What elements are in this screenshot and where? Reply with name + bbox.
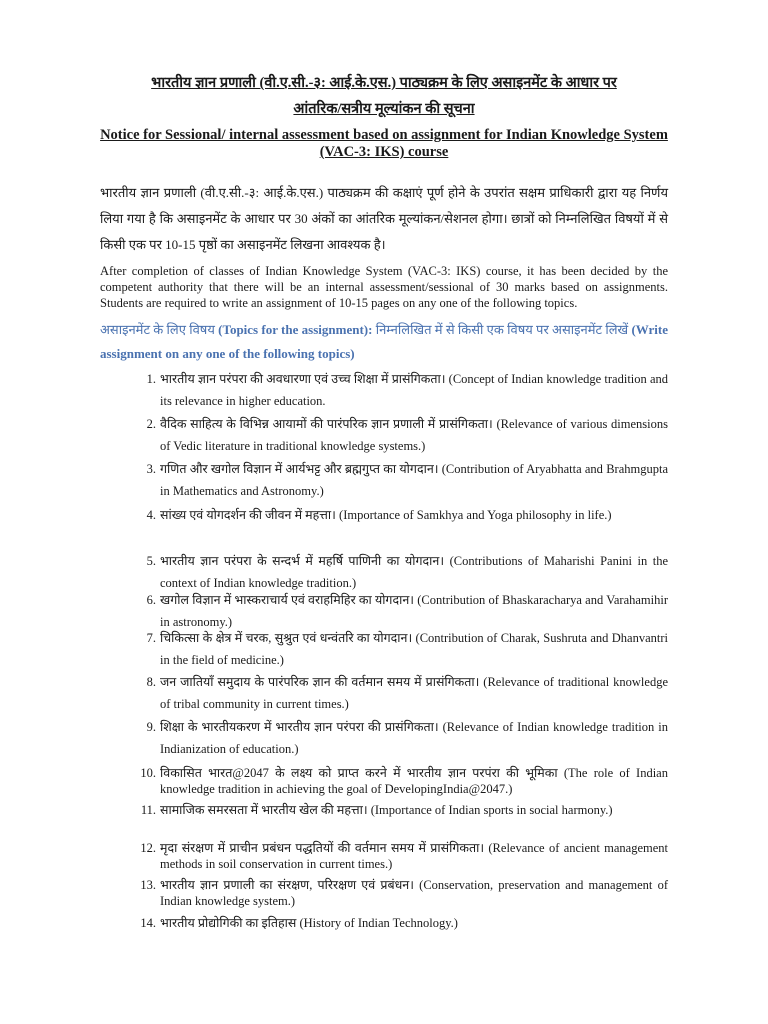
list-item-number: 8. xyxy=(146,675,156,689)
topics-heading xyxy=(100,318,668,366)
list-item-number: 7. xyxy=(146,631,156,645)
list-item-text: भारतीय ज्ञान परंपरा के सन्दर्भ में महर्षि पाणिनी का योगदान। (Contributions of Maharishi Panini in the context of Indian knowledge tradition.) xyxy=(160,554,668,590)
english-title-line-1: Notice for Sessional/ internal assessment based on assignment for Indian Knowledge System xyxy=(100,127,668,143)
list-item-text: गणित और खगोल विज्ञान में आर्यभट्ट और ब्रह्मगुप्त का योगदान। (Contribution of Aryabhatta and Brahmgupta in Mathematics and Astronomy.) xyxy=(160,462,668,498)
list-item-text: सामाजिक समरसता में भारतीय खेल की महत्ता। (Importance of Indian sports in social harmony.) xyxy=(160,803,613,817)
list-item-number: 6. xyxy=(146,593,156,607)
list-item-number: 11. xyxy=(140,803,156,817)
english-title-line-2: (VAC-3: IKS) course xyxy=(319,144,449,160)
list-item-text: चिकित्सा के क्षेत्र में चरक, सुश्रुत एवं धन्वंतरि का योगदान। (Contribution of Charak, Sushruta and Dhanvantri in the field of medicine.) xyxy=(160,631,668,667)
list-item-text: खगोल विज्ञान में भास्कराचार्य एवं वराहमिहिर का योगदान। (Contribution of Bhaskaracharya and Varahamihir in astronomy.) xyxy=(160,593,668,629)
list-item-number: 1. xyxy=(146,372,156,386)
topics-heading-hindi-2: निम्नलिखित में से किसी एक विषय पर असाइनमेंट लिखें xyxy=(375,322,629,337)
hindi-title-line-2: आंतरिक/सत्रीय मूल्यांकन की सूचना xyxy=(293,101,475,117)
list-item-number: 2. xyxy=(146,417,156,431)
hindi-title-line-1: भारतीय ज्ञान प्रणाली (वी.ए.सी.-३: आई.के.एस.) पाठ्यक्रम के लिए असाइनमेंट के आधार पर xyxy=(151,75,617,91)
topics-heading-english-2: (Write assignment on any one of the following topics) xyxy=(100,322,669,361)
list-item-text: मृदा संरक्षण में प्राचीन प्रबंधन पद्धतियों की वर्तमान समय में प्रासंगिकता। (Relevance of ancient management methods in soil conservation in current times.) xyxy=(160,841,668,871)
list-item-number: 10. xyxy=(140,766,156,780)
list-item-text: जन जातियाँ समुदाय के पारंपरिक ज्ञान की वर्तमान समय में प्रासंगिकता। (Relevance of traditional knowledge of tribal community in current times.) xyxy=(160,675,668,711)
english-intro-paragraph: After completion of classes of Indian Knowledge System (VAC-3: IKS) course, it has been decided by the competent authority that there will be an internal assessment/sessional of 30 marks based on assignments. Students are required to write an assignment of 10-15 pages on any one of the following topics. xyxy=(100,264,668,310)
list-item-text: सांख्य एवं योगदर्शन की जीवन में महत्ता। (Importance of Samkhya and Yoga philosophy in life.) xyxy=(160,508,612,522)
list-item-text: विकासित भारत@2047 के लक्ष्य को प्राप्त करने में भारतीय ज्ञान परपंरा की भूमिका (The role of Indian knowledge tradition in achieving the goal of DevelopingIndia@2047.) xyxy=(160,766,668,796)
list-item-number: 3. xyxy=(146,462,156,476)
list-item-number: 14. xyxy=(140,916,156,930)
list-item-text: भारतीय ज्ञान परंपरा की अवधारणा एवं उच्च शिक्षा में प्रासंगिकता। (Concept of Indian knowledge tradition and its relevance in higher education. xyxy=(160,372,668,408)
list-item-text: शिक्षा के भारतीयकरण में भारतीय ज्ञान परंपरा की प्रासंगिकता। (Relevance of Indian knowledge tradition in Indianization of education.) xyxy=(160,720,668,756)
list-item-text: भारतीय ज्ञान प्रणाली का संरक्षण, परिरक्षण एवं प्रबंधन। (Conservation, preservation and management of Indian knowledge system.) xyxy=(160,878,668,908)
topics-heading-english-1: (Topics for the assignment): xyxy=(218,322,373,337)
list-item-number: 5. xyxy=(146,554,156,568)
topics-heading-hindi-1: असाइनमेंट के लिए विषय xyxy=(100,322,215,337)
list-item-number: 13. xyxy=(140,878,156,892)
hindi-intro-paragraph: भारतीय ज्ञान प्रणाली (वी.ए.सी.-३: आई.के.एस.) पाठ्यक्रम की कक्षाएं पूर्ण होने के उपरांत सक्षम प्राधिकारी द्वारा यह निर्णय लिया गया है कि असाइनमेंट के आधार पर 30 अंकों का आंतरिक मूल्यांकन/सेशनल होगा। छात्रों को निम्नलिखित विषयों में से किसी एक पर 10-15 पृष्ठों का असाइनमेंट लिखना आवश्यक है। xyxy=(100,185,668,252)
list-item-number: 9. xyxy=(146,720,156,734)
list-item-number: 12. xyxy=(140,841,156,855)
list-item-text: भारतीय प्रोद्योगिकी का इतिहास (History of Indian Technology.) xyxy=(160,916,458,930)
list-item-number: 4. xyxy=(146,508,156,522)
list-item-text: वैदिक साहित्य के विभिन्न आयामों की पारंपरिक ज्ञान प्रणाली में प्रासंगिकता। (Relevance of various dimensions of Vedic literature in traditional knowledge systems.) xyxy=(160,417,668,453)
